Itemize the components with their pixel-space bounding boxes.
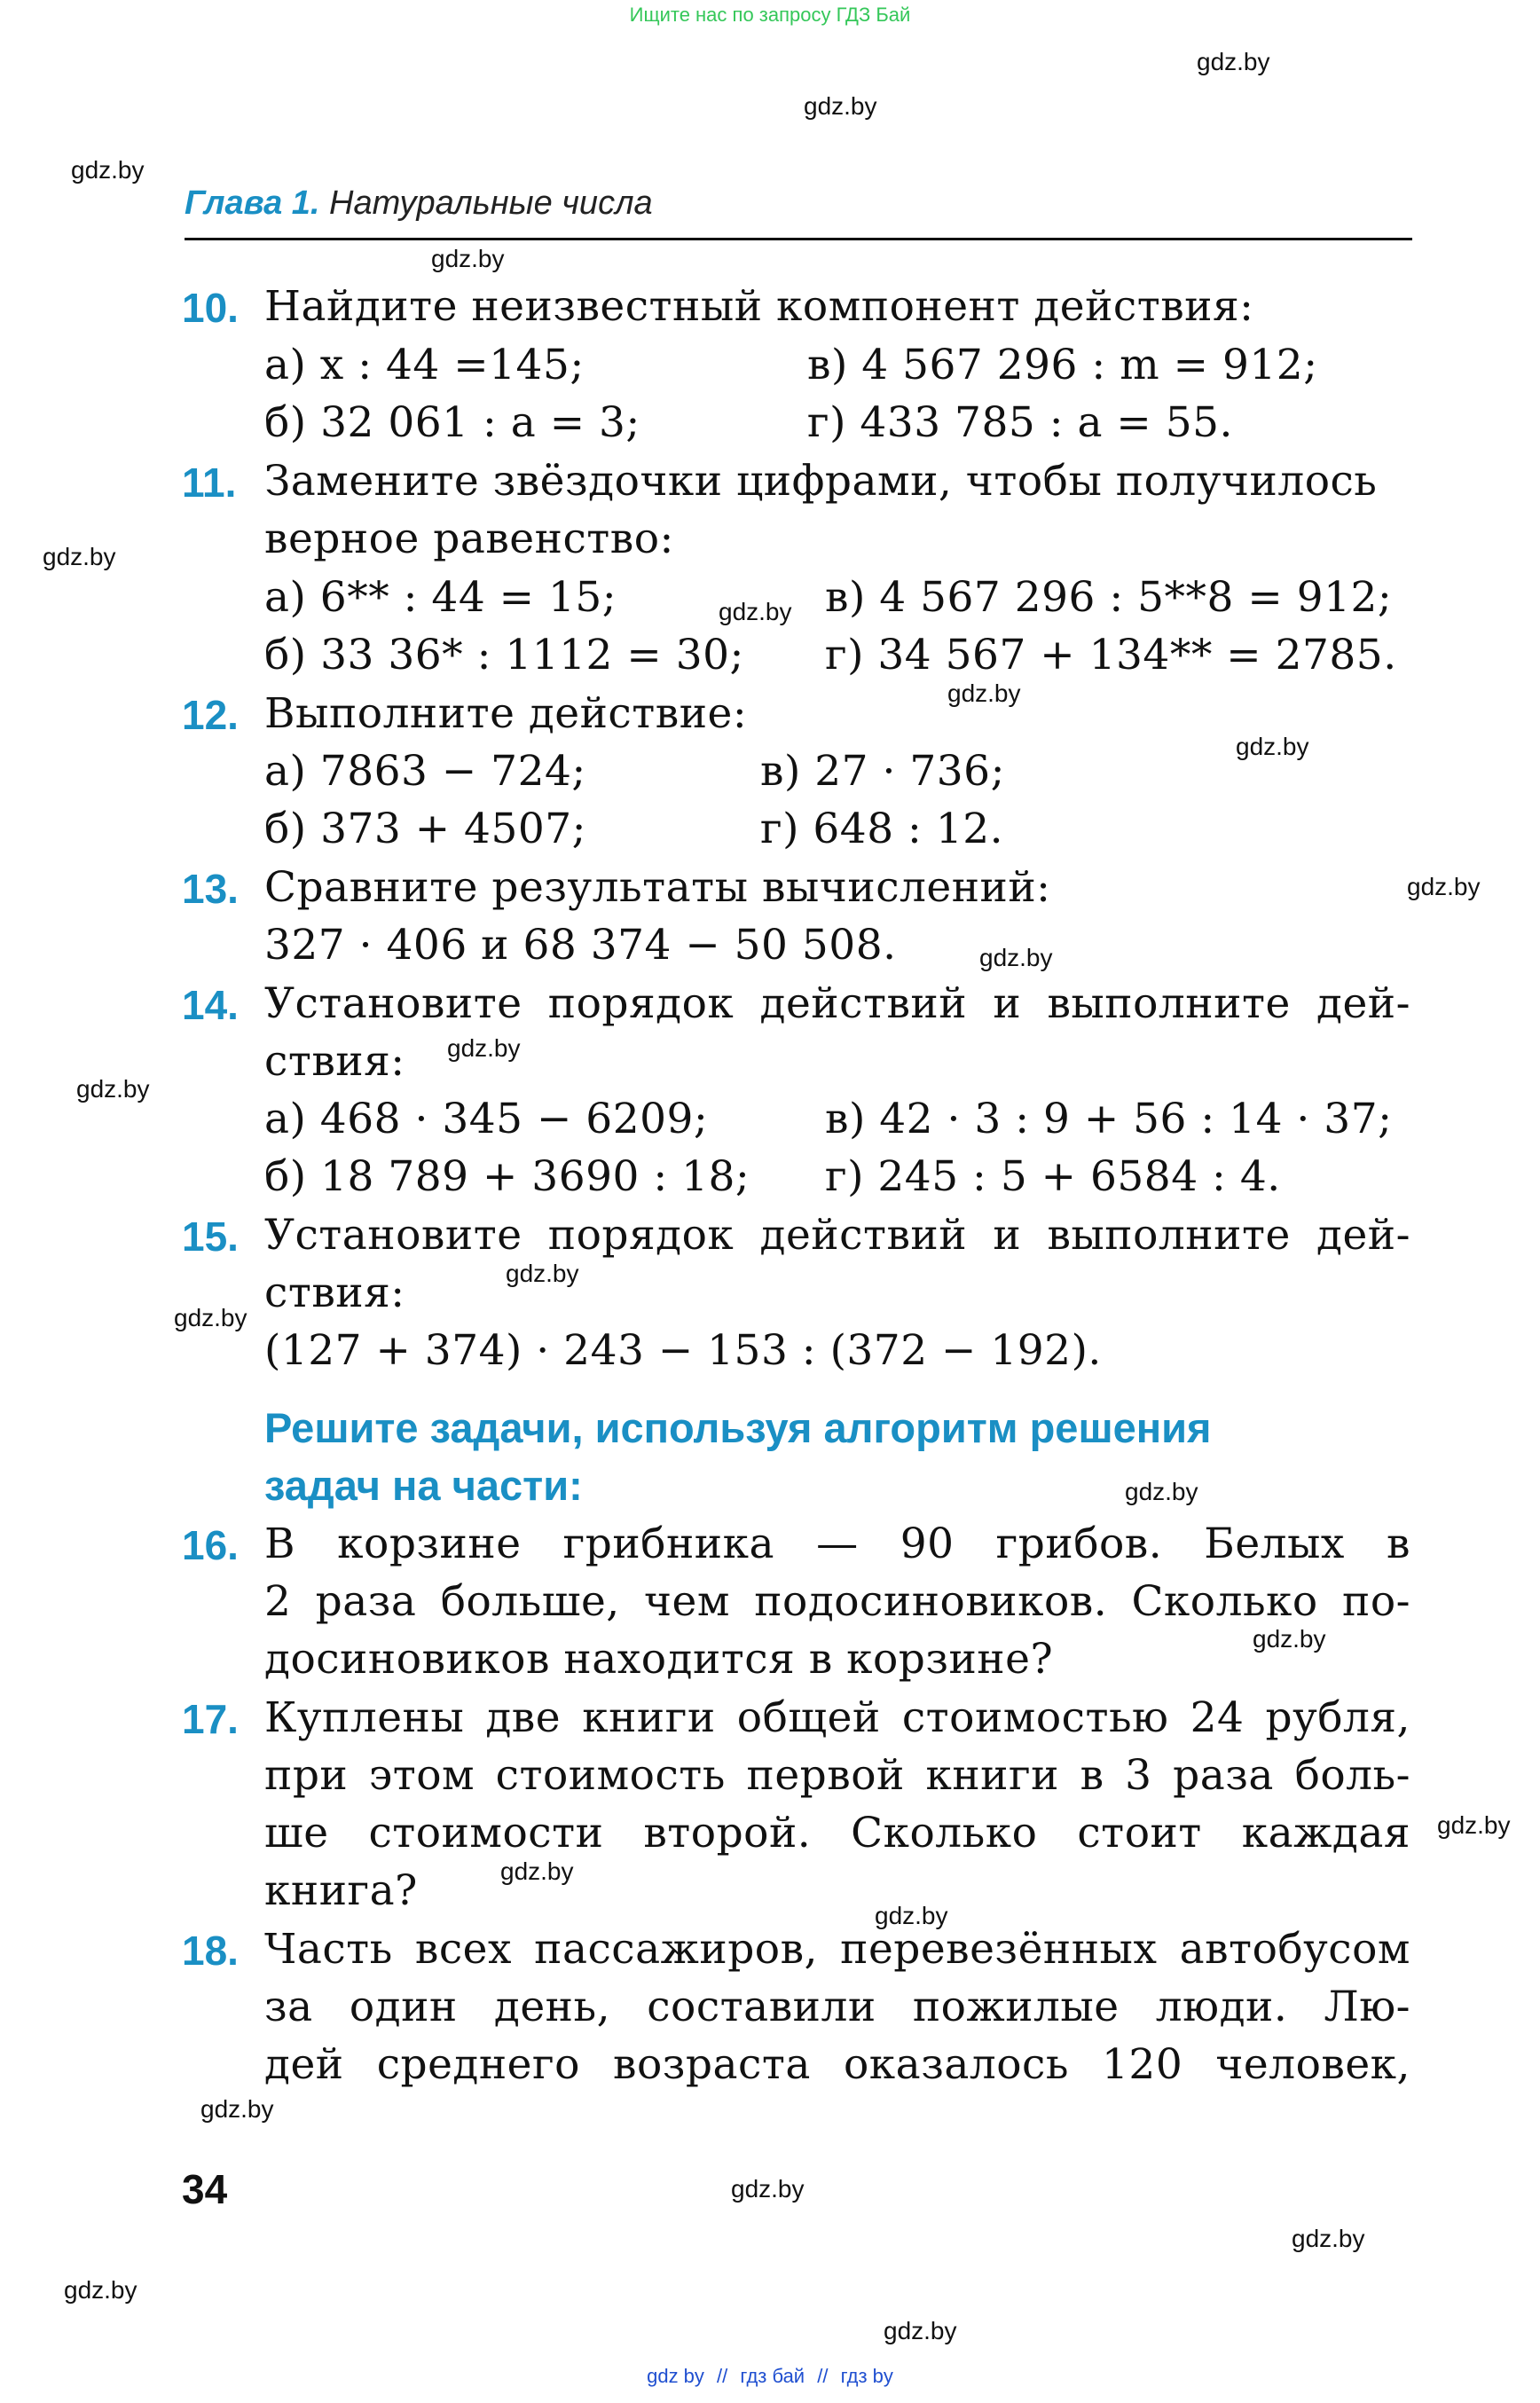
problem-number: 17. <box>182 1696 239 1742</box>
bottom-banner-separator: // <box>817 2365 829 2387</box>
exercise-number: 10. <box>182 285 239 331</box>
watermark: gdz.by <box>1236 733 1309 760</box>
watermark: gdz.by <box>431 245 505 272</box>
exercise-item-b: б) 373 + 4507; <box>264 805 586 853</box>
exercise-expression: (127 + 374) · 243 − 153 : (372 − 192). <box>264 1326 1102 1375</box>
exercise-text: Установите порядок действий и выполните дей- <box>264 1211 1410 1260</box>
watermark: gdz.by <box>719 598 792 625</box>
chapter-title <box>185 185 653 223</box>
problem-number: 16. <box>182 1522 239 1568</box>
problem-text: книга? <box>264 1866 418 1915</box>
exercise-text: Установите порядок действий и выполните дей- <box>264 979 1410 1028</box>
exercise-text: ствия: <box>264 1268 405 1317</box>
watermark: gdz.by <box>76 1075 150 1103</box>
watermark: gdz.by <box>447 1034 521 1062</box>
watermark: gdz.by <box>1125 1478 1198 1505</box>
problem-number: 18. <box>182 1928 239 1974</box>
exercise-item-a: а) 6** : 44 = 15; <box>264 573 617 622</box>
exercise-text: Найдите неизвестный компонент действия: <box>264 282 1254 331</box>
exercise-number: 11. <box>182 459 237 506</box>
exercise-number: 12. <box>182 692 239 738</box>
watermark: gdz.by <box>506 1260 579 1287</box>
chapter-name: Натуральные числа <box>329 185 653 222</box>
chapter-divider <box>185 238 1412 240</box>
watermark: gdz.by <box>947 679 1021 707</box>
exercise-item-g: г) 245 : 5 + 6584 : 4. <box>825 1152 1281 1201</box>
problem-text: дей среднего возраста оказалось 120 человек, <box>264 2040 1410 2089</box>
bottom-banner <box>0 2365 1540 2388</box>
problem-text: Куплены две книги общей стоимостью 24 рубля, <box>264 1693 1410 1742</box>
exercise-item-v: в) 4 567 296 : m = 912; <box>807 341 1318 389</box>
watermark: gdz.by <box>1407 873 1481 900</box>
watermark: gdz.by <box>71 156 145 184</box>
section-heading: Решите задачи, используя алгоритм решения <box>264 1404 1212 1451</box>
problem-text: при этом стоимость первой книги в 3 раза боль- <box>264 1751 1410 1800</box>
watermark: gdz.by <box>1253 1625 1326 1653</box>
exercise-number: 14. <box>182 982 239 1028</box>
watermark: gdz.by <box>1197 48 1270 75</box>
exercise-item-a: а) 468 · 345 − 6209; <box>264 1095 709 1143</box>
exercise-item-b: б) 32 061 : a = 3; <box>264 398 640 447</box>
exercise-text: Сравните результаты вычислений: <box>264 863 1051 912</box>
bottom-banner-separator: // <box>717 2365 728 2387</box>
top-banner[interactable]: Ищите нас по запросу ГДЗ Бай <box>629 4 911 26</box>
exercise-text: верное равенство: <box>264 514 674 563</box>
exercise-item-g: г) 34 567 + 134** = 2785. <box>825 631 1397 679</box>
watermark: gdz.by <box>43 543 116 570</box>
watermark: gdz.by <box>979 944 1053 971</box>
watermark: gdz.by <box>200 2095 274 2123</box>
problem-text: ше стоимости второй. Сколько стоит каждая <box>264 1809 1410 1857</box>
exercise-item-g: г) 648 : 12. <box>760 805 1004 853</box>
bottom-banner-link[interactable]: гдз by <box>840 2365 893 2387</box>
problem-text: досиновиков находится в корзине? <box>264 1635 1054 1684</box>
watermark: gdz.by <box>875 1902 948 1929</box>
watermark: gdz.by <box>884 2317 957 2344</box>
exercise-item-b: б) 18 789 + 3690 : 18; <box>264 1152 750 1201</box>
watermark: gdz.by <box>1292 2225 1365 2252</box>
chapter-number: Глава 1. <box>185 185 320 222</box>
watermark: gdz.by <box>64 2276 138 2304</box>
exercise-text: Выполните действие: <box>264 689 748 738</box>
exercise-item-v: в) 4 567 296 : 5**8 = 912; <box>825 573 1393 622</box>
exercise-item-b: б) 33 36* : 1112 = 30; <box>264 631 744 679</box>
watermark: gdz.by <box>1437 1811 1511 1839</box>
problem-text: 2 раза больше, чем подосиновиков. Сколько по- <box>264 1577 1410 1626</box>
exercise-item-v: в) 27 · 736; <box>760 747 1005 796</box>
watermark: gdz.by <box>804 92 877 120</box>
watermark: gdz.by <box>174 1304 248 1331</box>
watermark: gdz.by <box>731 2175 805 2203</box>
watermark: gdz.by <box>500 1857 574 1885</box>
exercise-number: 13. <box>182 866 239 912</box>
bottom-banner-link[interactable]: гдз бай <box>740 2365 805 2387</box>
exercise-number: 15. <box>182 1213 239 1260</box>
exercise-item-a: а) x : 44 =145; <box>264 341 585 389</box>
problem-text: за один день, составили пожилые люди. Лю- <box>264 1983 1410 2031</box>
section-heading: задач на части: <box>264 1462 583 1509</box>
bottom-banner-link[interactable]: gdz by <box>647 2365 704 2387</box>
page-number: 34 <box>182 2166 228 2212</box>
exercise-item-g: г) 433 785 : a = 55. <box>807 398 1233 447</box>
exercise-expression: 327 · 406 и 68 374 − 50 508. <box>264 921 897 970</box>
exercise-text: Замените звёздочки цифрами, чтобы получилось <box>264 457 1378 506</box>
exercise-item-a: а) 7863 − 724; <box>264 747 586 796</box>
exercise-item-v: в) 42 · 3 : 9 + 56 : 14 · 37; <box>825 1095 1393 1143</box>
problem-text: В корзине грибника — 90 грибов. Белых в <box>264 1520 1410 1568</box>
exercise-text: ствия: <box>264 1037 405 1086</box>
problem-text: Часть всех пассажиров, перевезённых автобусом <box>264 1925 1410 1974</box>
